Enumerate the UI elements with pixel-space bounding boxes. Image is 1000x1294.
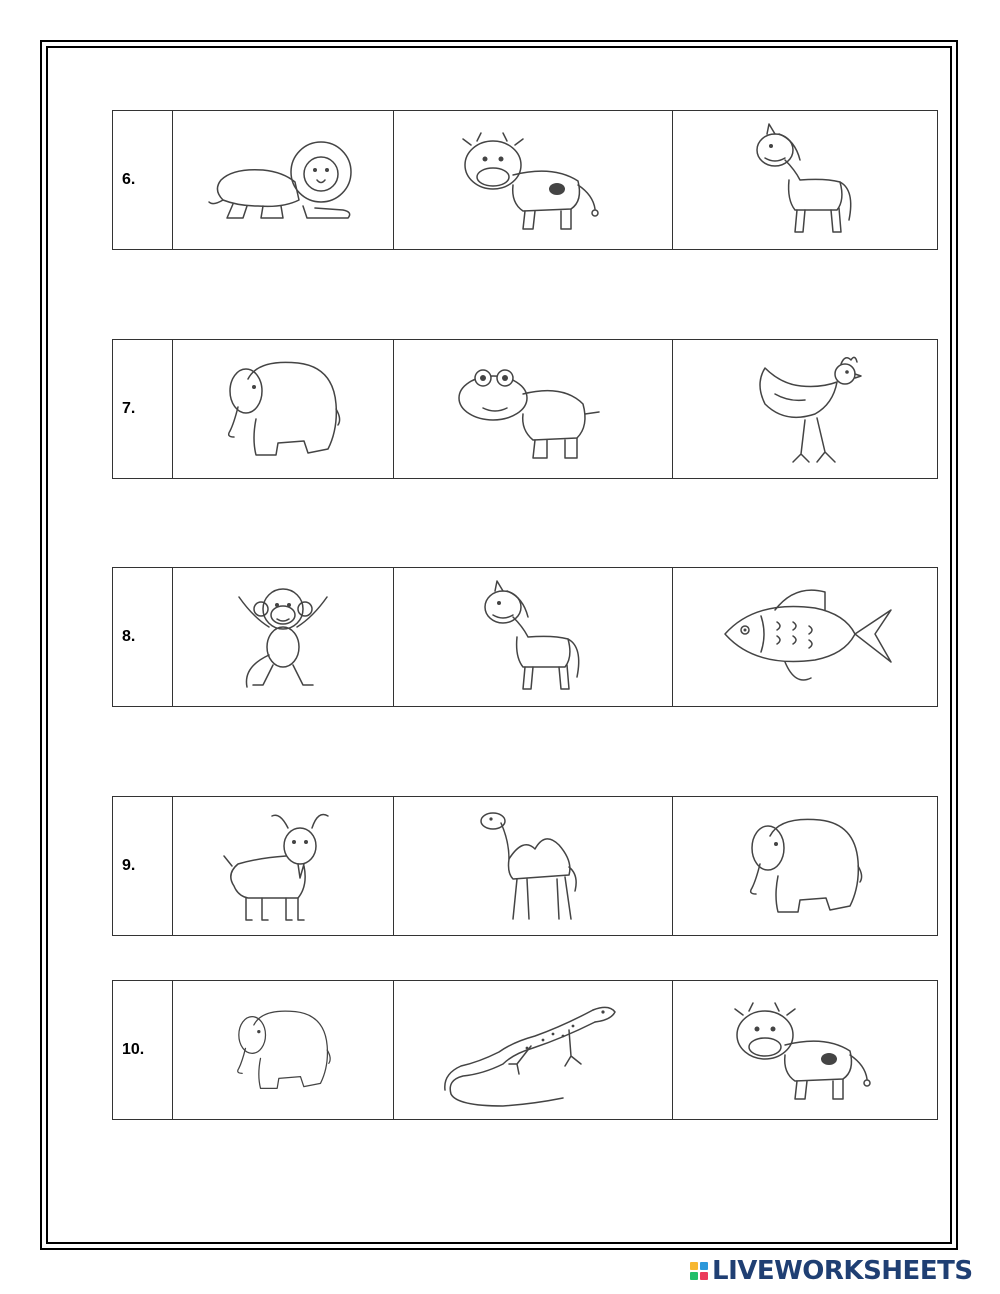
lizard-icon xyxy=(443,990,623,1110)
elephant-icon xyxy=(218,349,348,469)
answer-option-lion[interactable] xyxy=(173,111,394,249)
question-row-9 xyxy=(112,796,938,936)
answer-option-monkey[interactable] xyxy=(173,568,394,706)
question-number: 6. xyxy=(113,111,173,249)
answer-option-camel[interactable] xyxy=(394,797,673,935)
liveworksheets-logo[interactable] xyxy=(690,1256,973,1286)
lion-icon xyxy=(203,130,363,230)
answer-option-horse[interactable] xyxy=(394,568,673,706)
answer-option-fish[interactable] xyxy=(673,568,937,706)
answer-option-goat[interactable] xyxy=(173,797,394,935)
answer-option-elephant[interactable] xyxy=(173,981,394,1119)
logo-mark-icon xyxy=(690,1262,708,1280)
fish-icon xyxy=(715,582,895,692)
brand-name: LIVEWORKSHEETS xyxy=(712,1256,973,1286)
answer-option-cow[interactable] xyxy=(673,981,937,1119)
elephant-icon xyxy=(228,1000,338,1100)
answer-option-horse[interactable] xyxy=(673,111,937,249)
cow-icon xyxy=(453,125,613,235)
question-number: 7. xyxy=(113,340,173,478)
elephant-icon xyxy=(740,806,870,926)
answer-option-cow[interactable] xyxy=(394,111,673,249)
horse-icon xyxy=(473,577,593,697)
horse-icon xyxy=(745,120,865,240)
answer-option-lizard[interactable] xyxy=(394,981,673,1119)
hippo-icon xyxy=(453,354,613,464)
answer-option-hen[interactable] xyxy=(673,340,937,478)
cow-icon xyxy=(725,995,885,1105)
question-row-6 xyxy=(112,110,938,250)
question-number: 9. xyxy=(113,797,173,935)
question-row-7 xyxy=(112,339,938,479)
question-number: 10. xyxy=(113,981,173,1119)
answer-option-elephant[interactable] xyxy=(173,340,394,478)
camel-icon xyxy=(473,801,593,931)
question-row-8 xyxy=(112,567,938,707)
answer-option-hippo[interactable] xyxy=(394,340,673,478)
question-number: 8. xyxy=(113,568,173,706)
answer-option-elephant[interactable] xyxy=(673,797,937,935)
question-row-10 xyxy=(112,980,938,1120)
monkey-icon xyxy=(213,577,353,697)
hen-icon xyxy=(745,344,865,474)
goat-icon xyxy=(218,806,348,926)
